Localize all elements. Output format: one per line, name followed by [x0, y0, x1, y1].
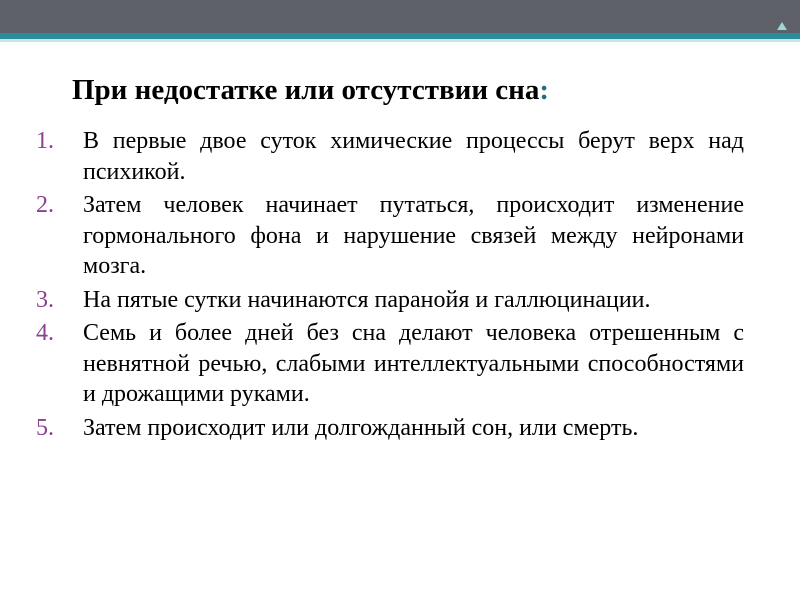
list-item-number: 2. — [36, 192, 54, 218]
list-item-number: 1. — [36, 128, 54, 154]
list-item — [0, 126, 744, 187]
list-item-text: Затем человек начинает путаться, происходит изменение гормонального фона и нарушение связей между нейронами мозга. — [83, 192, 744, 279]
list-item-text: Затем происходит или долгожданный сон, или смерть. — [83, 414, 639, 441]
list-item-text: На пятые сутки начинаются паранойя и галлюцинации. — [83, 286, 651, 313]
list-item-number: 3. — [36, 286, 54, 313]
list-item — [0, 413, 744, 444]
triangle-marker-icon — [777, 22, 787, 30]
list-item-number: 5. — [36, 414, 54, 441]
list-item-number: 4. — [36, 320, 54, 346]
slide-title-colon: : — [539, 74, 550, 106]
header-band-dark — [0, 0, 800, 33]
list-item — [0, 190, 744, 282]
list-item-text: В первые двое суток химические процессы берут верх над психикой. — [83, 128, 744, 185]
list-item — [0, 318, 744, 410]
list-item-text: Семь и более дней без сна делают человека отрешенным с невнятной речью, слабыми интеллектуальными способностями и дрожащими руками. — [83, 320, 744, 407]
slide-title-text: При недостатке или отсутствии сна — [72, 74, 540, 106]
numbered-list — [0, 126, 800, 446]
slide-title — [72, 74, 772, 107]
list-item — [0, 285, 744, 316]
header-band-light — [0, 39, 800, 42]
